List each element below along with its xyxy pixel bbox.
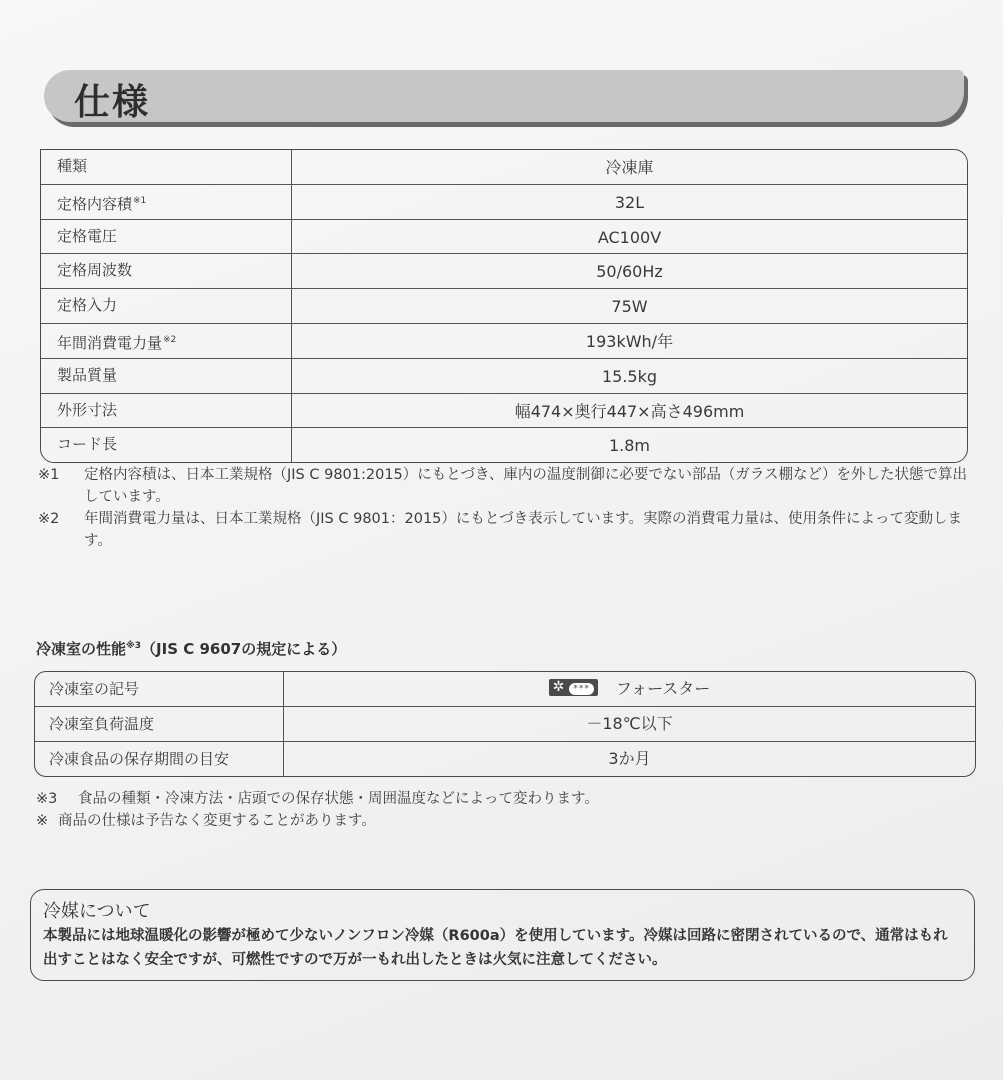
footnote-ref: ※1 [133, 195, 147, 206]
table-row [35, 742, 975, 776]
spec-value: 32L [614, 192, 645, 212]
page-title: 仕様 [74, 82, 151, 123]
perf-label: 冷凍食品の保存期間の目安 [35, 742, 284, 776]
perf-value: ✲ *** フォースター [284, 672, 975, 706]
footnote-mark: ※2 [38, 511, 60, 527]
spec-label: 年間消費電力量$^{※2}$ [41, 324, 292, 358]
table-row [41, 324, 967, 359]
section-title-banner [44, 70, 964, 122]
perf-label: 冷凍室の記号 [35, 672, 284, 706]
refrigerant-title: 冷媒について [43, 901, 151, 922]
spec-label: 製品質量 [41, 359, 292, 393]
spec-value: 15.5kg [601, 366, 658, 386]
spec-label: 定格内容積$^{※1}$ [41, 185, 292, 219]
table-row [35, 707, 975, 742]
spec-label: 定格入力 [41, 289, 292, 323]
refrigerant-notice [30, 889, 975, 981]
footnote [36, 810, 976, 832]
table-row [41, 394, 967, 429]
spec-value: 193kWh/年 [585, 331, 674, 351]
table-row [41, 254, 967, 289]
spec-label: 外形寸法 [41, 394, 292, 428]
spec-table [40, 149, 968, 463]
footnote-mark: ※ [36, 813, 49, 829]
perf-value: 3か月 [608, 749, 651, 768]
spec-value: 50/60Hz [596, 262, 663, 282]
spec-label: コード長 [41, 428, 292, 462]
footnote [38, 508, 978, 552]
table-row [41, 428, 967, 462]
snowflake-four-star-icon: ✲ *** [549, 679, 598, 696]
performance-title: 冷凍室の性能$^{※3}$（JIS C 9607の規定による） [36, 640, 347, 658]
spec-label: 定格周波数 [41, 254, 292, 288]
refrigerant-body: 本製品には地球温暖化の影響が極めて少ないノンフロン冷媒（R600a）を使用しています。冷媒は回路に密閉されているので、通常はもれ出すことはなく安全ですが、可燃性ですので万が一もれ出したときは火気に注意してください。 [43, 928, 948, 968]
table-row [41, 185, 967, 220]
footnote-text: 食品の種類・冷凍方法・店頭での保存状態・周囲温度などによって変わります。 [78, 791, 599, 807]
performance-footnotes [36, 788, 976, 832]
perf-label: 冷凍室負荷温度 [35, 707, 284, 741]
spec-label: 定格電圧 [41, 220, 292, 254]
performance-table [34, 671, 976, 777]
table-row [41, 220, 967, 255]
footnote-text: 商品の仕様は予告なく変更することがあります。 [58, 813, 376, 829]
spec-footnotes [38, 464, 978, 552]
spec-value: 冷凍庫 [605, 158, 654, 177]
spec-value: 1.8m [608, 436, 651, 456]
footnote [36, 788, 976, 810]
perf-value: －18℃以下 [586, 714, 673, 733]
table-row [41, 289, 967, 324]
footnote-text: 定格内容積は、日本工業規格（JIS C 9801:2015）にもとづき、庫内の温度制御に必要でない部品（ガラス棚など）を外した状態で算出しています。 [84, 467, 967, 505]
table-row [41, 359, 967, 394]
spec-value: 幅474×奥行447×高さ496mm [514, 401, 745, 421]
footnote-text: 年間消費電力量は、日本工業規格（JIS C 9801：2015）にもとづき表示しています。実際の消費電力量は、使用条件によって変動します。 [84, 511, 962, 549]
table-row [41, 150, 967, 185]
spec-value: 75W [611, 297, 648, 317]
table-row [35, 672, 975, 707]
footnote-mark: ※1 [38, 467, 60, 483]
spec-value: AC100V [597, 227, 662, 247]
footnote-ref: ※2 [163, 334, 177, 345]
spec-label: 種類 [41, 150, 292, 184]
footnote [38, 464, 978, 508]
footnote-mark: ※3 [36, 791, 58, 807]
footnote-ref: ※3 [126, 641, 142, 651]
